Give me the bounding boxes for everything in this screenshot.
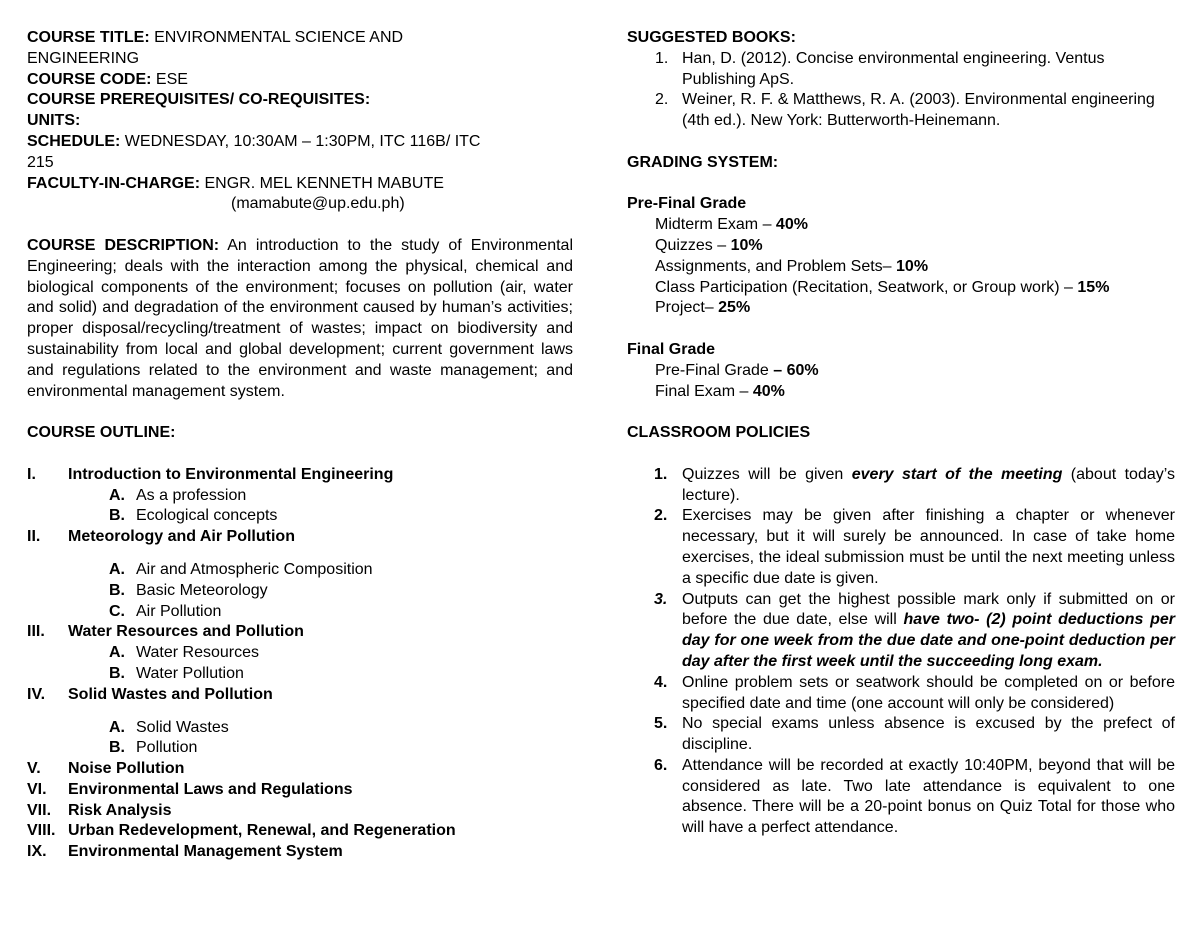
grade-component: Midterm Exam – 40% — [655, 216, 808, 234]
grade-component: Assignments, and Problem Sets– 10% — [655, 257, 929, 275]
course-schedule-cont: 215 — [27, 153, 54, 171]
prefinal-grade-heading: Pre-Final Grade — [627, 195, 747, 213]
classroom-policies-heading: CLASSROOM POLICIES — [627, 424, 811, 442]
outline-subtopic: C. Air Pollution — [109, 602, 222, 620]
policy-item: 4. Online problem sets or seatwork should be completed on or before specified date and time (one account will only be considered) — [654, 673, 1175, 712]
right-column — [627, 28, 1175, 839]
grading-system-heading: GRADING SYSTEM: — [627, 153, 779, 171]
policy-item: 5. No special exams unless absence is excused by the prefect of discipline. — [654, 715, 1175, 754]
outline-topic: VII. Risk Analysis — [27, 801, 172, 819]
final-grade-heading: Final Grade — [627, 340, 716, 358]
course-outline-heading: COURSE OUTLINE: — [27, 424, 176, 442]
outline-topic: IV. Solid Wastes and Pollution — [27, 685, 273, 703]
outline-subtopic: B. Ecological concepts — [109, 507, 278, 525]
grade-component: Quizzes – 10% — [655, 236, 763, 254]
outline-topic: IX. Environmental Management System — [27, 843, 343, 861]
suggested-books-heading: SUGGESTED BOOKS: — [627, 29, 796, 46]
course-prerequisites: COURSE PREREQUISITES/ CO-REQUISITES: — [27, 91, 371, 109]
outline-subtopic: A. Water Resources — [109, 644, 259, 662]
outline-topic: VI. Environmental Laws and Regulations — [27, 780, 353, 798]
outline-topic: I. Introduction to Environmental Engineering — [27, 465, 394, 483]
outline-topic: II. Meteorology and Air Pollution — [27, 528, 295, 546]
policy-item: 3. Outputs can get the highest possible mark only if submitted on or before the due date, else will have two- (2) point deductions per day for one week from the due date and one-point deduction per day after the first week until the succeeding long exam. — [654, 590, 1175, 670]
outline-topic: III. Water Resources and Pollution — [27, 623, 304, 641]
book-item: 2. Weiner, R. F. & Matthews, R. A. (2003). Environmental engineering (4th ed.). New York: Butterworth-Heinemann. — [655, 91, 1155, 130]
course-description: COURSE DESCRIPTION: An introduction to the study of Environmental Engineering; deals with the interaction among the physical, chemical and biological components of the environment; focuses on pollution (air, water and solid) and degradation of the environment caused by human’s activities; proper disposal/recycling/treatment of wastes; impact on biodiversity and sustainability from local and global development; current government laws and regulations related to the environment and waste management; and environmental management system. — [27, 236, 574, 400]
outline-topic: V. Noise Pollution — [27, 760, 185, 778]
outline-subtopic: A. Solid Wastes — [109, 718, 229, 736]
left-column — [27, 28, 573, 863]
course-units: UNITS: — [27, 112, 81, 130]
policy-item: 1. Quizzes will be given every start of the meeting (about today’s lecture). — [654, 465, 1176, 504]
outline-subtopic: A. As a profession — [109, 486, 247, 504]
outline-subtopic: B. Pollution — [109, 739, 198, 757]
grade-component: Project– 25% — [655, 299, 751, 317]
book-item: 1. Han, D. (2012). Concise environmental engineering. Ventus Publishing ApS. — [655, 49, 1105, 88]
course-schedule: SCHEDULE: WEDNESDAY, 10:30AM – 1:30PM, ITC 116B/ ITC — [27, 132, 481, 150]
grade-component: Class Participation (Recitation, Seatwork, or Group work) – 15% — [655, 278, 1110, 296]
outline-subtopic: B. Water Pollution — [109, 664, 244, 682]
course-title-cont: ENGINEERING — [27, 49, 140, 67]
faculty-email: (mamabute@up.edu.ph) — [231, 195, 405, 213]
faculty-in-charge: FACULTY-IN-CHARGE: ENGR. MEL KENNETH MABUTE — [27, 174, 444, 192]
grade-component: Pre-Final Grade – 60% — [655, 361, 819, 379]
policy-item: 6. Attendance will be recorded at exactly 10:40PM, beyond that will be considered as late. Two late attendance is equivalent to one absence. There will be a 20-point bonus on Quiz Total for those who will have a perfect attendance. — [654, 756, 1175, 837]
course-title: COURSE TITLE: ENVIRONMENTAL SCIENCE AND — [27, 29, 404, 46]
outline-subtopic: B. Basic Meteorology — [109, 581, 268, 599]
outline-subtopic: A. Air and Atmospheric Composition — [109, 560, 373, 578]
course-code: COURSE CODE: ESE — [27, 70, 188, 88]
policy-item: 2. Exercises may be given after finishing a chapter or whenever necessary, but it will surely be announced. In case of take home exercises, the ideal submission must be until the next meeting unless a specific due date is given. — [654, 507, 1175, 587]
outline-topic: VIII. Urban Redevelopment, Renewal, and Regeneration — [27, 822, 456, 840]
grade-component: Final Exam – 40% — [655, 382, 785, 400]
